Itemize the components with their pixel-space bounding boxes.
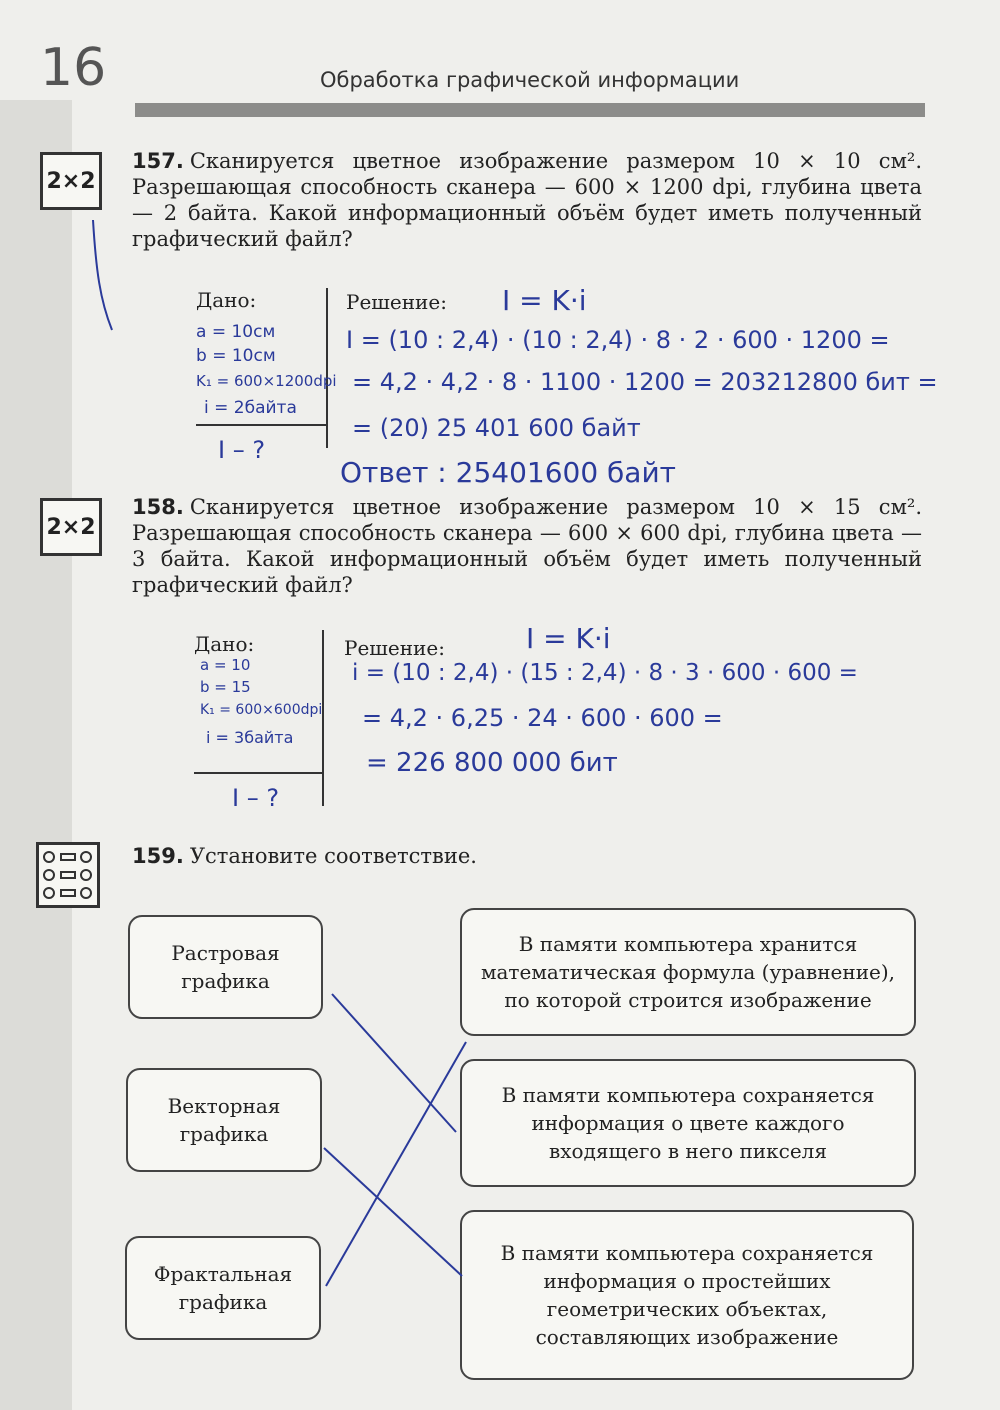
connection-raster-pixels — [332, 994, 456, 1132]
answer: Ответ : 25401600 байт — [340, 456, 676, 489]
given-a: a = 10см — [196, 322, 276, 342]
given-k: K₁ = 600×1200dpi — [196, 372, 337, 390]
match-left-fractal[interactable]: Фрактальная графика — [125, 1236, 321, 1340]
given-label: Дано: — [194, 632, 255, 656]
solution-line-3: = 226 800 000 бит — [366, 748, 618, 778]
task-text: Сканируется цветное изображение размером 10 × 10 см². Разрешающая способность сканера — 600 × 1200 dpi, глубина цвета — 2 байта. Какой информационный объём будет иметь полученный графический файл? — [132, 149, 922, 251]
pair-work-badge: 2×2 — [40, 498, 102, 556]
match-right-pixels[interactable]: В памяти компьютера сохраняется информация о цвете каждого входящего в него пикселя — [460, 1059, 916, 1187]
page-title: Обработка графической информации — [320, 68, 740, 92]
given-b: b = 15 — [200, 678, 251, 696]
task-number: 158. — [132, 495, 184, 519]
task-text: Сканируется цветное изображение размером 10 × 15 см². Разрешающая способность сканера — 600 × 600 dpi, глубина цвета — 3 байта. Какой информационный объём будет иметь полученный графический файл? — [132, 495, 922, 597]
task-number: 159. — [132, 844, 184, 868]
connection-vector-objects — [324, 1148, 462, 1276]
match-right-objects[interactable]: В памяти компьютера сохраняется информация о простейших геометрических объектах, составляющих изображение — [460, 1210, 914, 1380]
solution-label: Решение: — [344, 636, 445, 660]
solution-line-2: = 4,2 · 4,2 · 8 · 1100 · 1200 = 203212800 бит = — [352, 368, 938, 396]
unknown-I: I – ? — [218, 436, 266, 464]
task-number: 157. — [132, 149, 184, 173]
match-right-formula[interactable]: В памяти компьютера хранится математическая формула (уравнение), по которой строится изображение — [460, 908, 916, 1036]
given-b: b = 10см — [196, 346, 276, 366]
solution-line-1: I = (10 : 2,4) · (10 : 2,4) · 8 · 2 · 600 · 1200 = — [346, 326, 890, 354]
formula: I = K·i — [526, 622, 611, 655]
given-k: K₁ = 600×600dpi — [200, 702, 323, 718]
given-label: Дано: — [196, 288, 257, 312]
task-text: Установите соответствие. — [189, 844, 477, 868]
solution-label: Решение: — [346, 290, 447, 314]
pair-work-badge: 2×2 — [40, 152, 102, 210]
match-left-raster[interactable]: Растровая графика — [128, 915, 323, 1019]
solution-line-2: = 4,2 · 6,25 · 24 · 600 · 600 = — [362, 704, 723, 732]
margin-pencil-mark — [93, 220, 112, 330]
given-i: i = 2байта — [204, 398, 297, 418]
connection-fractal-formula — [326, 1042, 466, 1286]
solution-line-1: i = (10 : 2,4) · (15 : 2,4) · 8 · 3 · 600 · 600 = — [352, 660, 858, 686]
match-left-vector[interactable]: Векторная графика — [126, 1068, 322, 1172]
given-a: a = 10 — [200, 656, 251, 674]
page-number: 16 — [40, 38, 107, 98]
given-i: i = 3байта — [206, 728, 294, 747]
formula: I = K·i — [502, 284, 587, 317]
solution-line-3: = (20) 25 401 600 байт — [352, 414, 641, 442]
unknown-I: I – ? — [232, 784, 280, 812]
